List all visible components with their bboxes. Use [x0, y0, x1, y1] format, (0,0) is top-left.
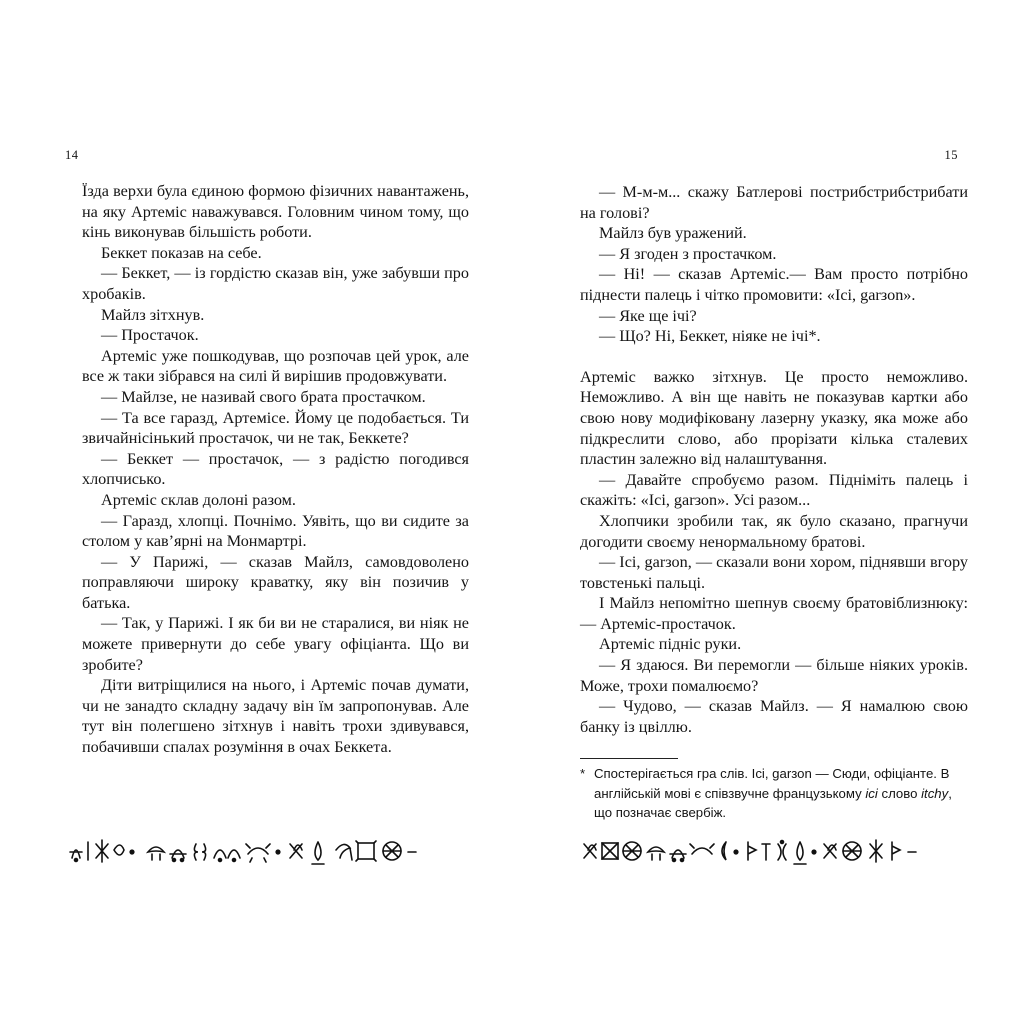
footnote-italic-word: itchy — [921, 785, 949, 801]
right-page-text — [580, 182, 968, 737]
paragraph: — Беккет, — із гордістю сказав він, уже забувши про хробаків. — [82, 264, 469, 303]
left-page-text — [82, 181, 469, 758]
footnote-divider — [580, 758, 678, 759]
paragraph: — Я здаюся. Ви перемогли — більше ніяких уроків. Може, трохи помалюємо? — [580, 656, 968, 695]
footnote-text-part: Спостерігається гра слів. Ісі, garзоn — Сюди, офіціанте. В англійській мові є співзвучне французькому — [594, 766, 950, 801]
paragraph: — Давайте спробуємо разом. Підніміть палець і скажіть: «Ісі, garзоn». Усі разом... — [580, 470, 968, 510]
paragraph: Артеміс підніс руки. — [599, 635, 742, 654]
cipher-glyphs-right-icon — [580, 836, 960, 866]
footnote — [580, 764, 969, 823]
page-number-left: 14 — [65, 148, 79, 162]
paragraph: Артеміс уже пошкодував, що розпочав цей урок, але все ж таки зібрався на силі й вирішив продовжувати. — [82, 346, 469, 386]
cipher-glyphs-left-icon — [66, 836, 446, 866]
paragraph: Їзда верхи була єдиною формою фізичних навантажень, на яку Артеміс наважувався. Головним чином тому, що кінь виконував більшість роботи. — [82, 182, 469, 242]
paragraph: Діти витріщилися на нього, і Артеміс почав думати, чи не занадто складну задачу він їм запропонував. Але тут він полегшено зітхнув і навіть трохи здивувався, побачивши спалах розуміння в очах Беккета. — [82, 676, 469, 757]
paragraph: І Майлз непомітно шепнув своєму братовіблизнюку: — Артеміс-простачок. — [580, 594, 968, 633]
paragraph: Хлопчики зробили так, як було сказано, прагнучи догодити своєму ненормальному братові. — [580, 511, 968, 551]
paragraph: — Ні! — сказав Артеміс.— Вам просто потрібно піднести палець і чітко промовити: «Ісі, garзоn». — [580, 265, 968, 304]
paragraph: Артеміс важко зітхнув. Це просто неможливо. Неможливо. А він ще навіть не показував картки або свою нову модифіковану лазерну указку, яка може або підкреслити слово, або прорізати кілька сталевих пластин залежно від налаштування. — [580, 367, 968, 469]
paragraph: Беккет показав на себе. — [101, 243, 262, 262]
footnote-text-part: , що позначає свербіж. — [594, 785, 952, 820]
paragraph: — Беккет — простачок, — з радістю погодився хлопчисько. — [82, 449, 469, 489]
cipher-glyph-row-left — [66, 836, 446, 866]
paragraph: — Я згоден з простачком. — [599, 244, 777, 263]
footnote-text — [580, 764, 969, 823]
paragraph: Майлз був уражений. — [599, 224, 747, 243]
paragraph: Артеміс склав долоні разом. — [101, 490, 296, 509]
page-number-right: 15 — [944, 148, 958, 162]
paragraph: — Простачок. — [101, 326, 199, 345]
cipher-glyph-row-right — [580, 836, 960, 866]
footnote-marker: * — [580, 766, 586, 781]
paragraph: — Що? Ні, Беккет, ніяке не ічі*. — [599, 327, 821, 346]
footnote-italic-word: ісі — [865, 785, 878, 801]
paragraph: — Так, у Парижі. І як би ви не старалися, ви ніяк не можете привернути до себе увагу офіціанта. Що ви зробите? — [82, 614, 469, 674]
section-gap — [580, 347, 968, 367]
paragraph: Майлз зітхнув. — [101, 305, 205, 324]
paragraph: — Гаразд, хлопці. Почнімо. Уявіть, що ви сидите за столом у кав’ярні на Монмартрі. — [82, 511, 469, 551]
paragraph: — М-м-м... скажу Батлерові пострибстрибстрибати на голові? — [580, 183, 968, 222]
paragraph: — Та все гаразд, Артемісе. Йому це подобається. Ти звичайнісінький простачок, чи не так, Беккете? — [82, 408, 469, 448]
paragraph: — У Парижі, — сказав Майлз, самовдоволено поправляючи широку краватку, яку він позичив у батька. — [82, 552, 469, 612]
paragraph: — Чудово, — сказав Майлз. — Я намалюю свою банку із цвіллю. — [580, 697, 968, 736]
paragraph: — Майлзе, не називай свого брата простачком. — [101, 387, 426, 406]
paragraph: — Яке ще ічі? — [599, 306, 697, 325]
footnote-text-part: слово — [877, 785, 922, 801]
paragraph: — Ісі, garзоn, — сказали вони хором, піднявши вгору товстенькі пальці. — [580, 553, 968, 592]
